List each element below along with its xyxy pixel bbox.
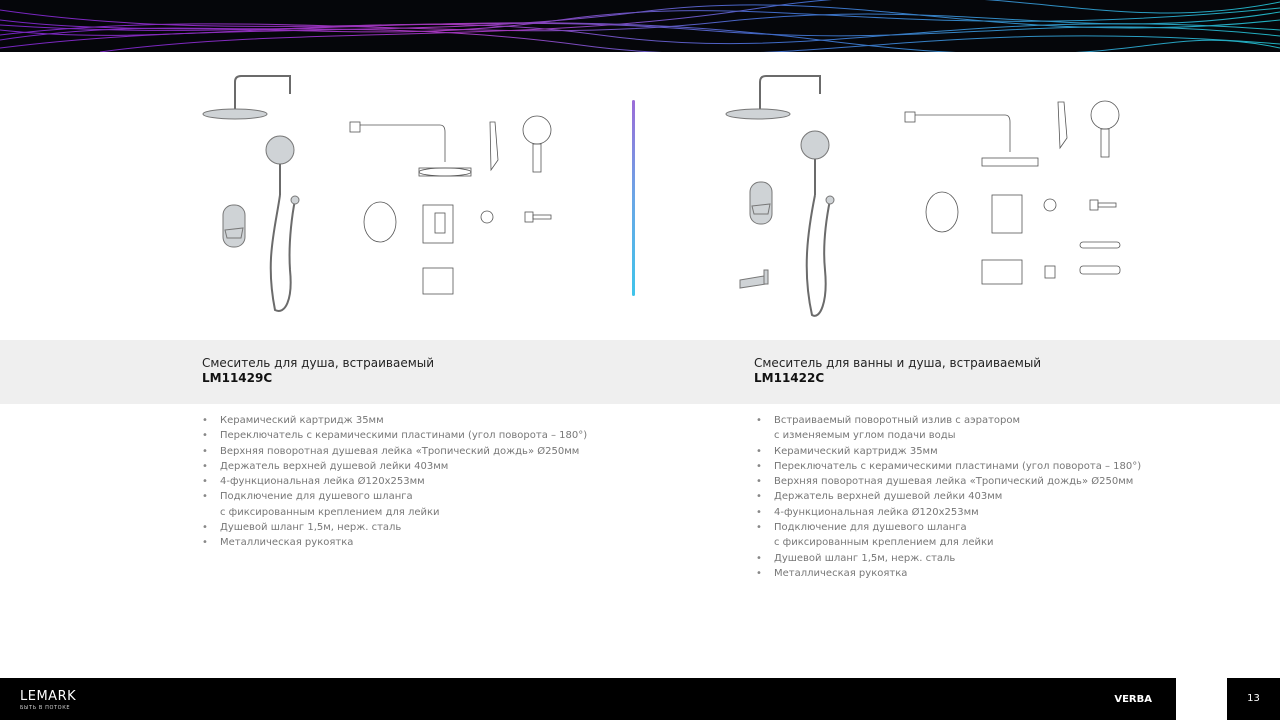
feature-item: • Встраиваемый поворотный излив с аэратором с изменяемым углом подачи воды [756,413,1156,444]
shower-set-drawing [195,70,575,325]
feature-item: • Держатель верхней душевой лейки 403мм [202,459,602,474]
feature-item: • Металлическая рукоятка [756,566,1156,581]
page-number: 13 [1247,693,1260,704]
feature-item: • Душевой шланг 1,5м, нерж. сталь [202,520,602,535]
wave-lines-decoration [0,0,1280,52]
feature-item: • 4-функциональная лейка Ø120x253мм [202,474,602,489]
header-banner [0,0,1280,52]
feature-item: • Верхняя поворотная душевая лейка «Тропический дождь» Ø250мм [756,474,1156,489]
product-image-lm11422c [720,70,1140,325]
product-title-lm11429c [202,356,434,386]
feature-list-lm11422c [756,413,1156,581]
product-sku: LM11422C [754,371,825,385]
feature-item: • 4-функциональная лейка Ø120x253мм [756,505,1156,520]
product-name: Смеситель для душа, встраиваемый [202,356,435,370]
feature-item: • Подключение для душевого шланга с фиксированным креплением для лейки [202,489,602,520]
footer-bar [0,678,1176,720]
feature-item: • Керамический картридж 35мм [202,413,602,428]
feature-item: • Металлическая рукоятка [202,535,602,550]
product-name: Смеситель для ванны и душа, встраиваемый [754,356,1042,370]
feature-item: • Подключение для душевого шланга с фиксированным креплением для лейки [756,520,1156,551]
section-divider [632,100,635,296]
feature-item: • Душевой шланг 1,5м, нерж. сталь [756,551,1156,566]
feature-list-lm11429c [202,413,602,551]
brand-tagline: БЫТЬ В ПОТОКЕ [20,705,71,711]
feature-item: • Держатель верхней душевой лейки 403мм [756,489,1156,504]
series-name: VERBA [1114,694,1152,705]
product-image-lm11429c [195,70,575,325]
brand-logo [20,690,76,711]
product-title-lm11422c [754,356,1041,386]
feature-item: • Керамический картридж 35мм [756,444,1156,459]
feature-item: • Переключатель с керамическими пластинами (угол поворота – 180°) [756,459,1156,474]
feature-item: • Верхняя поворотная душевая лейка «Тропический дождь» Ø250мм [202,444,602,459]
bath-shower-set-drawing [720,70,1140,325]
product-title-band [0,340,1280,404]
brand-name: LEMARK [20,689,77,704]
product-sku: LM11429C [202,371,273,385]
feature-item: • Переключатель с керамическими пластинами (угол поворота – 180°) [202,428,602,443]
